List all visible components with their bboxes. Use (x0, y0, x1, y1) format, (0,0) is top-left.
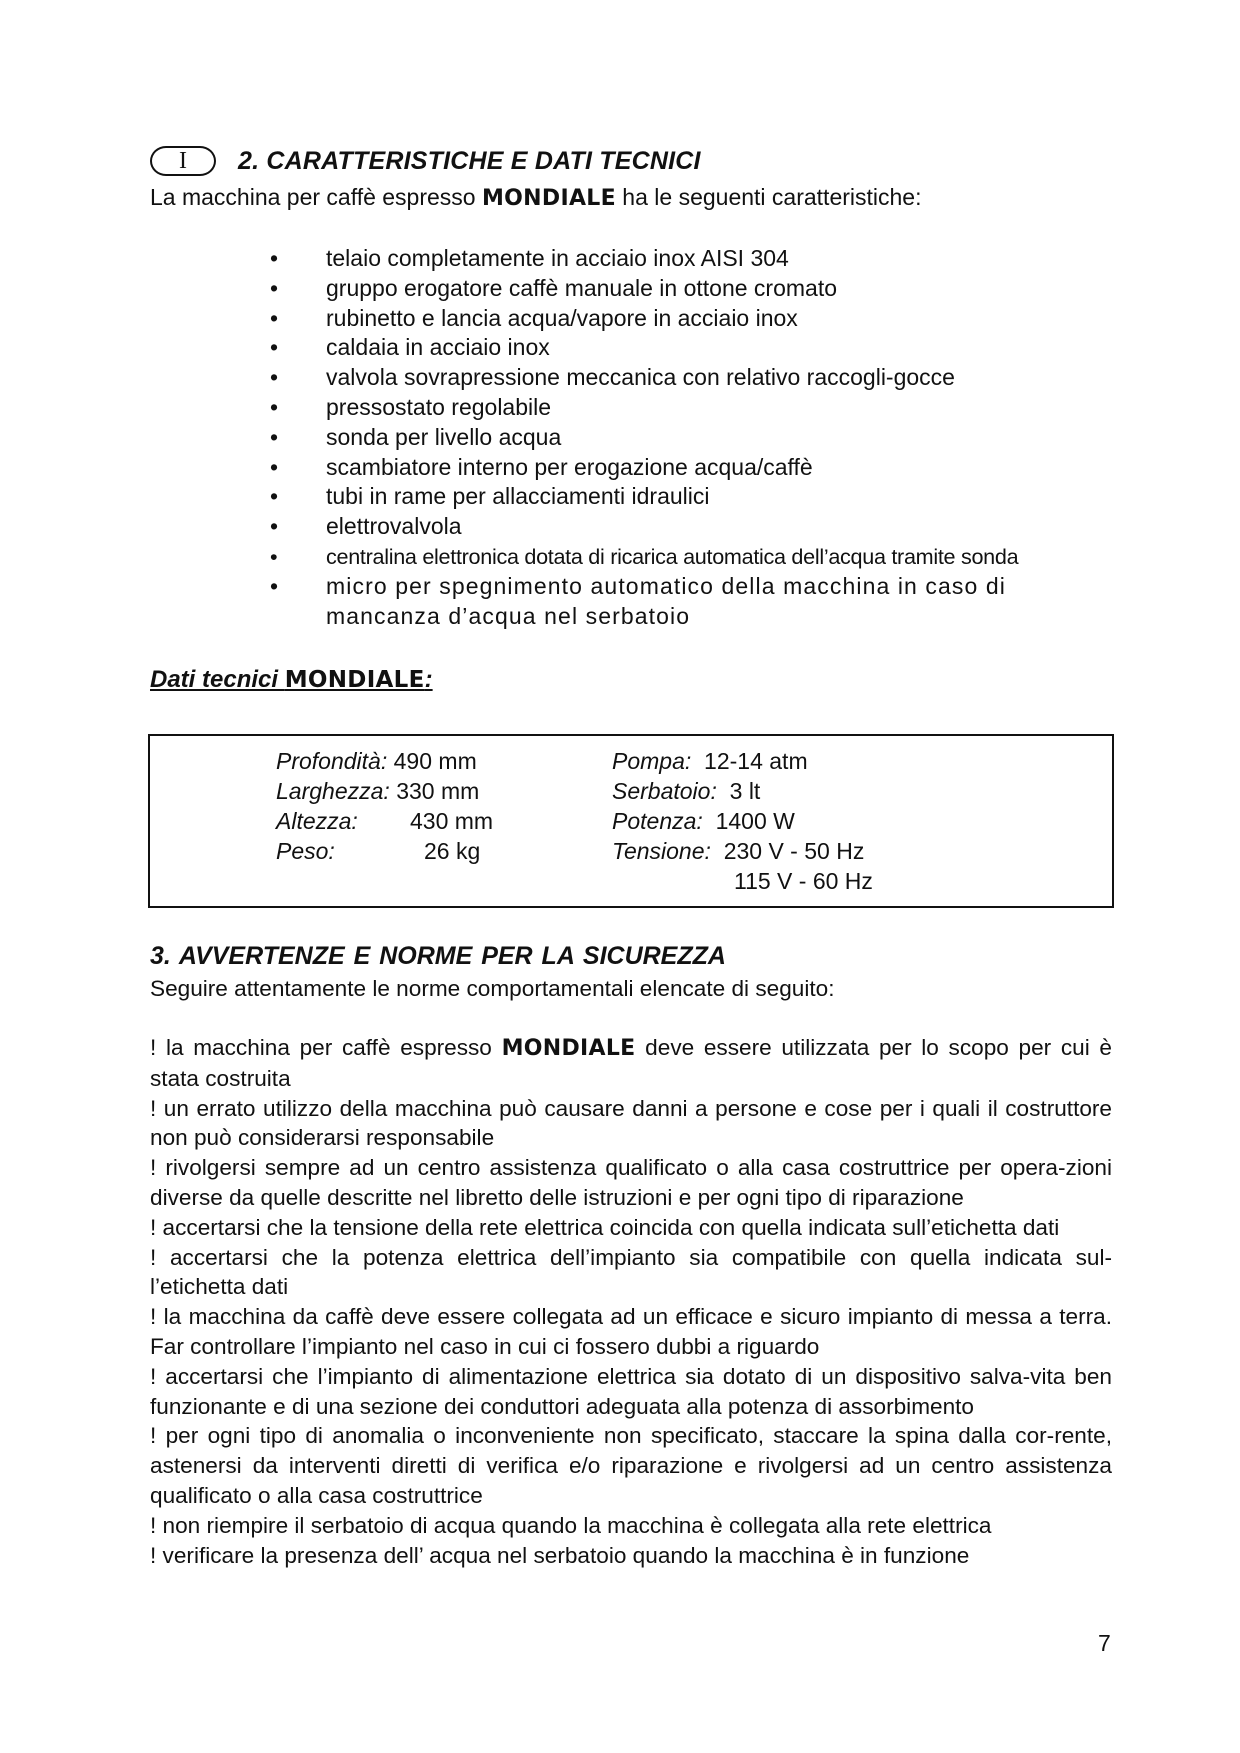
language-badge: I (150, 146, 216, 176)
rule-item: ! per ogni tipo di anomalia o inconveniente non specificato, staccare la spina dalla cor-rente, astenersi da interventi diretti di verifica e/o riparazione e rivolgersi ad un centro assistenza qualificato o alla casa costruttrice (150, 1423, 1112, 1508)
section-2-header (150, 143, 701, 179)
section-2-intro: La macchina per caffè espresso MONDIALE ha le seguenti caratteristiche: (150, 184, 922, 211)
list-item: • pressostato regolabile (270, 393, 552, 420)
list-item: • micro per spegnimento automatico della macchina in caso di (270, 572, 1007, 599)
spec-height-value: 430 mm (410, 808, 494, 834)
list-item: • caldaia in acciaio inox (270, 334, 550, 361)
safety-rules (150, 1033, 1112, 1570)
feature-list (270, 244, 1018, 631)
list-item: • centralina elettronica dotata di ricarica automatica dell’acqua tramite sonda (270, 543, 1019, 569)
tech-data-heading: Dati tecnici MONDIALE: (150, 666, 433, 693)
brand-name: MONDIALE (284, 667, 425, 693)
spec-depth: Profondità: 490 mm (276, 748, 477, 774)
list-item: • scambiatore interno per erogazione acqua/caffè (270, 453, 813, 480)
section-2-title: 2. CARATTERISTICHE E DATI TECNICI (238, 146, 701, 175)
brand-name: MONDIALE (501, 1036, 636, 1061)
list-item: • rubinetto e lancia acqua/vapore in acciaio inox (270, 304, 798, 331)
rule-item: ! la macchina per caffè espresso MONDIALE deve essere utilizzata per lo scopo per cui è stata costruita (150, 1035, 1112, 1091)
list-item: • valvola sovrapressione meccanica con relativo raccogli-gocce (270, 364, 955, 391)
list-item: • telaio completamente in acciaio inox AISI 304 (270, 245, 789, 271)
spec-weight-value: 26 kg (424, 838, 481, 864)
list-item: • sonda per livello acqua (270, 423, 562, 450)
list-item: • elettrovalvola (270, 513, 462, 540)
section-3-title: 3. AVVERTENZE E NORME PER LA SICUREZZA (150, 942, 726, 970)
rule-item: ! accertarsi che la tensione della rete elettrica coincida con quella indicata sull’etichetta dati (150, 1214, 1060, 1240)
list-item: • tubi in rame per allacciamenti idraulici (270, 483, 710, 510)
list-item: • gruppo erogatore caffè manuale in ottone cromato (270, 274, 838, 301)
section-3-intro: Seguire attentamente le norme comportamentali elencate di seguito: (150, 976, 835, 1001)
rule-item: ! la macchina da caffè deve essere collegata ad un efficace e sicuro impianto di messa a terra. Far controllare l’impianto nel caso in cui ci fossero dubbi a riguardo (150, 1304, 1112, 1359)
spec-table (148, 734, 1114, 908)
spec-pump: Pompa: 12-14 atm (612, 748, 808, 774)
page-number: 7 (1098, 1630, 1111, 1656)
spec-height-label: Altezza: (276, 808, 358, 834)
list-item-continuation: mancanza d’acqua nel serbatoio (326, 602, 691, 629)
spec-weight-label: Peso: (276, 838, 335, 864)
rule-item: ! un errato utilizzo della macchina può causare danni a persone e cose per i quali il costruttore non può considerarsi responsabile (150, 1095, 1112, 1151)
rule-item: ! verificare la presenza dell’ acqua nel serbatoio quando la macchina è in funzione (150, 1542, 970, 1568)
rule-item: ! accertarsi che l’impianto di alimentazione elettrica sia dotato di un dispositivo salva-vita ben funzionante e di una sezione dei conduttori adeguata alla potenza di assorbimento (150, 1363, 1112, 1419)
spec-voltage-alt: 115 V - 60 Hz (734, 868, 873, 894)
rule-item: ! non riempire il serbatoio di acqua quando la macchina è collegata alla rete elettrica (150, 1512, 992, 1538)
rule-item: ! accertarsi che la potenza elettrica dell’impianto sia compatibile con quella indicata sul-l’etichetta dati (150, 1244, 1112, 1300)
spec-power: Potenza: 1400 W (612, 808, 795, 834)
spec-voltage: Tensione: 230 V - 50 Hz (612, 838, 865, 864)
brand-name: MONDIALE (481, 186, 616, 211)
spec-width: Larghezza: 330 mm (276, 778, 480, 804)
spec-tank: Serbatoio: 3 lt (612, 778, 761, 804)
rule-item: ! rivolgersi sempre ad un centro assistenza qualificato o alla casa costruttrice per opera-zioni diverse da quelle descritte nel libretto delle istruzioni e per ogni tipo di riparazione (150, 1155, 1112, 1210)
